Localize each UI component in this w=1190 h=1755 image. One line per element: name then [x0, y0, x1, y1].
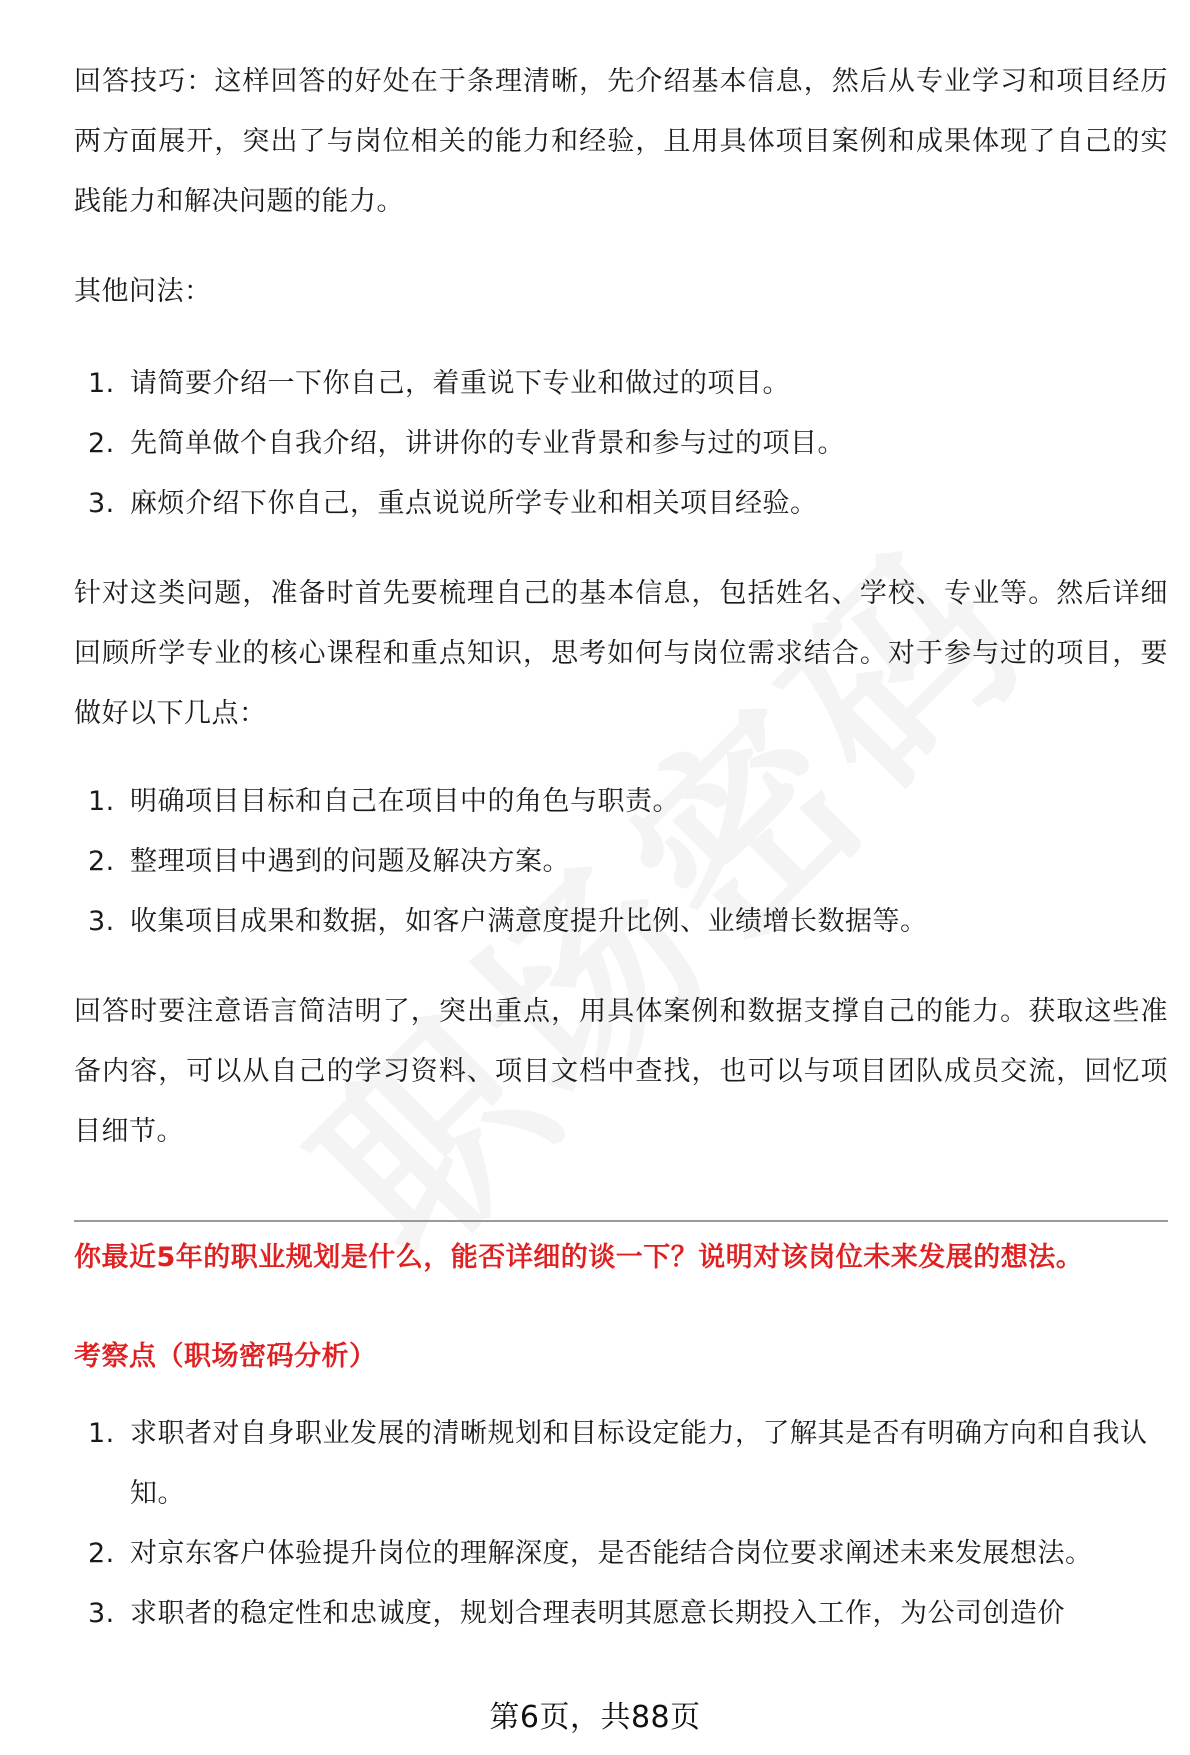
list-item: 3. 求职者的稳定性和忠诚度，规划合理表明其愿意长期投入工作，为公司创造价	[88, 1598, 1065, 1629]
list-item: 2. 对京东客户体验提升岗位的理解深度，是否能结合岗位要求阐述未来发展想法。	[88, 1538, 1093, 1569]
closing-paragraph: 回答时要注意语言简洁明了，突出重点，用具体案例和数据支撑自己的能力。获取这些准备内容，可以从自己的学习资料、项目文档中查找，也可以与项目团队成员交流，回忆项目细节。	[74, 996, 1168, 1147]
section-divider	[74, 1220, 1168, 1222]
list-item: 1. 求职者对自身职业发展的清晰规划和目标设定能力，了解其是否有明确方向和自我认知。	[88, 1418, 1148, 1509]
list-item: 2. 整理项目中遇到的问题及解决方案。	[88, 846, 570, 877]
assessment-list	[74, 1404, 1168, 1644]
other-asks-list	[74, 354, 1168, 534]
page-number: 第6页，共88页	[489, 1700, 701, 1735]
other-asks-heading: 其他问法：	[74, 276, 212, 307]
question-title: 你最近5年的职业规划是什么，能否详细的谈一下？说明对该岗位未来发展的想法。	[74, 1242, 1084, 1273]
list-item: 1. 明确项目目标和自己在项目中的角色与职责。	[88, 786, 680, 817]
prep-list	[74, 772, 1168, 952]
question-subtitle: 考察点（职场密码分析）	[74, 1341, 377, 1372]
list-item: 3. 收集项目成果和数据，如客户满意度提升比例、业绩增长数据等。	[88, 906, 928, 937]
list-item: 2. 先简单做个自我介绍，讲讲你的专业背景和参与过的项目。	[88, 428, 845, 459]
list-item: 1. 请简要介绍一下你自己，着重说下专业和做过的项目。	[88, 368, 790, 399]
tip-paragraph: 回答技巧：这样回答的好处在于条理清晰，先介绍基本信息，然后从专业学习和项目经历两方面展开，突出了与岗位相关的能力和经验，且用具体项目案例和成果体现了自己的实践能力和解决问题的能力。	[74, 66, 1168, 217]
prep-paragraph: 针对这类问题，准备时首先要梳理自己的基本信息，包括姓名、学校、专业等。然后详细回顾所学专业的核心课程和重点知识，思考如何与岗位需求结合。对于参与过的项目，要做好以下几点：	[74, 578, 1168, 729]
list-item: 3. 麻烦介绍下你自己，重点说说所学专业和相关项目经验。	[88, 488, 818, 519]
